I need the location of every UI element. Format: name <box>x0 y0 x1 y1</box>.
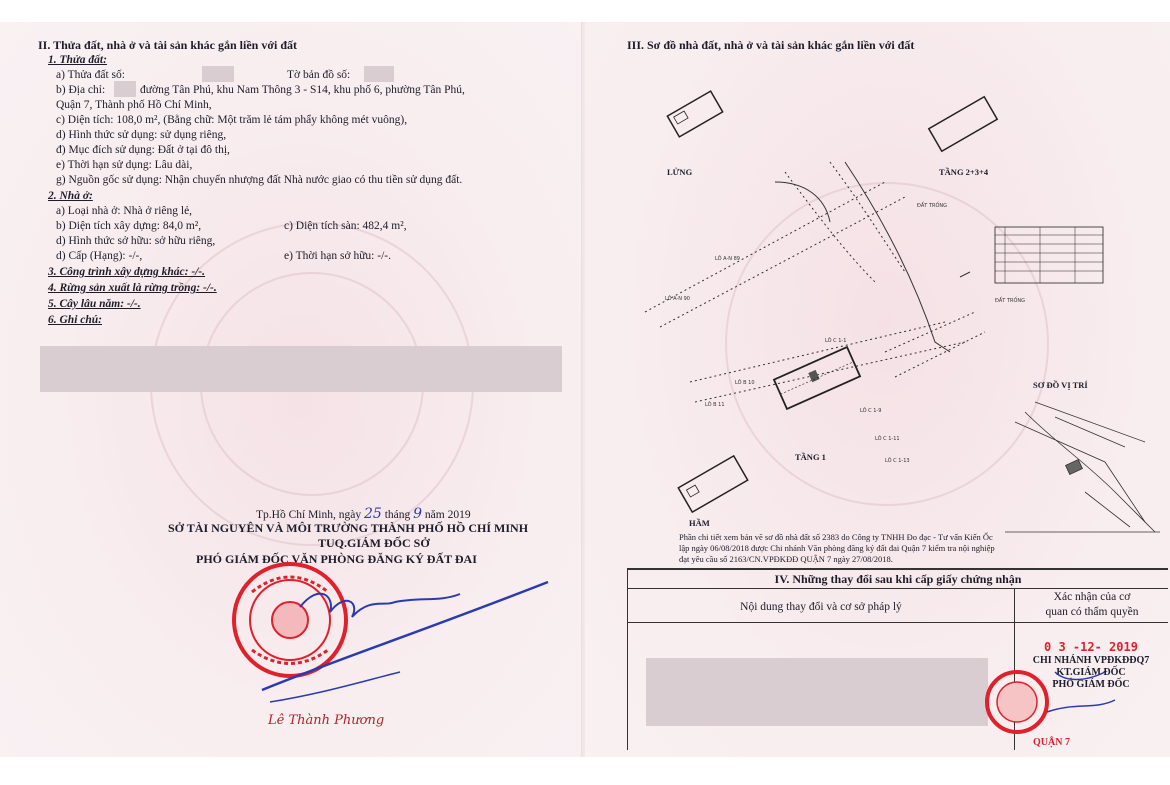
perennial-trees: 5. Cây lâu năm: -/-. <box>48 298 141 310</box>
land-heading: 1. Thửa đất: <box>48 54 107 66</box>
left-seal-signature-art <box>0 22 583 757</box>
label-basement: HẦM <box>689 518 710 528</box>
land-usage-form: d) Hình thức sử dụng: sử dụng riêng, <box>56 129 227 141</box>
svg-text:ĐẤT TRỐNG: ĐẤT TRỐNG <box>995 298 1026 304</box>
label-location-map: SƠ ĐỒ VỊ TRÍ <box>1033 380 1088 390</box>
svg-text:LÔ C 1-13: LÔ C 1-13 <box>885 458 910 464</box>
svg-text:LÔ B 10: LÔ B 10 <box>735 380 755 386</box>
column-confirmation-1: Xác nhận của cơ <box>1053 591 1131 603</box>
signature <box>262 582 548 702</box>
issue-month: 9 <box>413 506 423 522</box>
other-construction: 3. Công trình xây dựng khác: -/-. <box>48 266 206 278</box>
label-ground-floor: TẦNG 1 <box>795 452 826 462</box>
label-upper-floors: TẦNG 2+3+4 <box>939 167 989 177</box>
branch-seal-art <box>585 22 1170 757</box>
svg-text:LÔ A-N 90: LÔ A-N 90 <box>665 296 690 302</box>
authority-line: TUQ.GIÁM ĐỐC SỞ <box>318 536 430 550</box>
signer-title: PHÓ GIÁM ĐỐC VĂN PHÒNG ĐĂNG KÝ ĐẤT ĐAI <box>196 552 477 566</box>
issuing-department: SỞ TÀI NGUYÊN VÀ MÔI TRƯỜNG THÀNH PHỐ HỒ CHÍ MINH <box>168 521 529 535</box>
svg-text:ĐẤT TRỐNG: ĐẤT TRỐNG <box>917 203 948 209</box>
issue-year: năm 2019 <box>424 509 471 521</box>
land-map-number: Tờ bản đồ số: <box>287 69 351 81</box>
house-type: a) Loại nhà ở: Nhà ở riêng lẻ, <box>56 205 193 217</box>
house-build-area: b) Diện tích xây dựng: 84,0 m², <box>56 220 202 232</box>
column-confirmation-2: quan có thẩm quyền <box>1045 606 1139 618</box>
land-address: đường Tân Phú, khu Nam Thông 3 - S14, khu phố 6, phường Tân Phú, <box>140 84 465 96</box>
issue-month-label: tháng <box>384 509 411 521</box>
plan-note-line1: Phần chi tiết xem bản vẽ sơ đồ nhà đất số 2383 do Công ty TNHH Đo đạc - Tư vấn Kiến Ốc <box>679 532 993 542</box>
label-mezzanine: LỬNG <box>667 167 693 177</box>
branch-signer-title: PHÓ GIÁM ĐỐC <box>1052 679 1130 690</box>
house-ownership-term: e) Thời hạn sở hữu: -/-. <box>284 250 391 262</box>
branch-authority: KT.GIÁM ĐỐC <box>1056 667 1126 678</box>
house-ownership: d) Hình thức sở hữu: sở hữu riêng, <box>56 235 216 247</box>
land-origin: g) Nguồn gốc sử dụng: Nhận chuyển nhượng đất Nhà nước giao có thu tiền sử dụng đất. <box>56 174 463 186</box>
land-usage-purpose: đ) Mục đích sử dụng: Đất ở tại đô thị, <box>56 144 230 156</box>
svg-text:LÔ C 1-9: LÔ C 1-9 <box>860 408 882 414</box>
house-heading: 2. Nhà ở: <box>48 190 93 202</box>
certificate-sheet <box>0 22 1170 757</box>
section-title-iii: III. Sơ đồ nhà đất, nhà ở và tài sản khác gắn liền với đất <box>627 38 915 52</box>
planted-forest: 4. Rừng sản xuất là rừng trồng: -/-. <box>48 282 217 294</box>
branch-seal-text: QUẬN 7 <box>1033 737 1070 748</box>
department-seal <box>234 564 346 676</box>
svg-text:LÔ C 1-11: LÔ C 1-11 <box>875 436 900 442</box>
column-change-content: Nội dung thay đổi và cơ sở pháp lý <box>740 601 902 613</box>
branch-office: CHI NHÁNH VPĐKĐĐQ7 <box>1032 655 1150 666</box>
confirmation-date: 0 3 -12- 2019 <box>1044 640 1138 654</box>
plan-note-line2: lập ngày 06/08/2018 được Chi nhánh Văn phòng đăng ký đất đai Quận 7 kiểm tra nội nghiệp <box>679 543 995 553</box>
svg-text:LÔ A-N 89: LÔ A-N 89 <box>715 256 740 262</box>
plan-note-line3: đạt yêu cầu số 2163/CN.VPĐKĐĐ QUẬN 7 ngày 27/08/2018. <box>679 554 893 564</box>
left-page <box>0 22 583 757</box>
land-address-line2: Quận 7, Thành phố Hồ Chí Minh, <box>56 99 212 111</box>
section-title-ii: II. Thửa đất, nhà ở và tài sản khác gắn liền với đất <box>38 38 298 52</box>
svg-text:LÔ B 11: LÔ B 11 <box>705 402 725 408</box>
house-floor-area: c) Diện tích sàn: 482,4 m², <box>284 220 407 232</box>
land-plot-number: a) Thửa đất số: <box>56 69 125 81</box>
issue-day: 25 <box>363 506 382 522</box>
land-address-label: b) Địa chỉ: <box>56 84 106 96</box>
house-grade: d) Cấp (Hạng): -/-, <box>56 250 143 262</box>
notes-heading: 6. Ghi chú: <box>48 314 102 326</box>
signer-name: Lê Thành Phương <box>268 713 385 728</box>
issue-date-prefix: Tp.Hồ Chí Minh, ngày <box>256 509 362 521</box>
right-page <box>585 22 1170 757</box>
changes-table-title: IV. Những thay đổi sau khi cấp giấy chứng nhận <box>774 572 1022 586</box>
land-area: c) Diện tích: 108,0 m², (Bằng chữ: Một trăm lẻ tám phẩy không mét vuông), <box>56 114 408 126</box>
land-usage-term: e) Thời hạn sử dụng: Lâu dài, <box>56 159 193 171</box>
svg-text:LÔ C 1-1: LÔ C 1-1 <box>825 338 847 344</box>
